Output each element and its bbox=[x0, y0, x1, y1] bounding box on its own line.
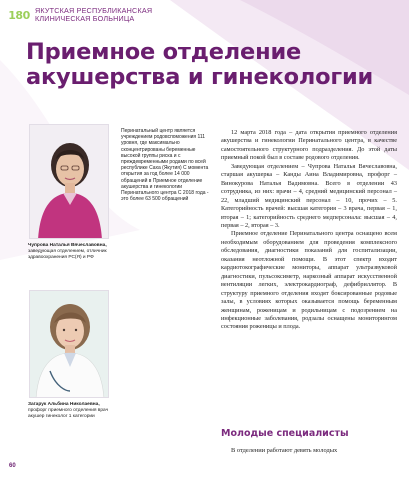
hospital-name bbox=[35, 7, 152, 24]
hospital-name-line2: КЛИНИЧЕСКАЯ БОЛЬНИЦА bbox=[35, 14, 135, 23]
page-title-line2: акушерства и гинекологии bbox=[26, 64, 374, 90]
hospital-name-line1: ЯКУТСКАЯ РЕСПУБЛИКАНСКАЯ bbox=[35, 5, 153, 15]
portrait-illustration bbox=[30, 125, 109, 239]
portrait-illustration bbox=[30, 291, 109, 398]
page-number: 60 bbox=[9, 463, 16, 469]
hospital-logo: 180 bbox=[8, 8, 30, 22]
page-title bbox=[26, 40, 373, 90]
caption-role: заведующая отделением, отличник здравоохранения РС(Я) и РФ bbox=[28, 249, 107, 260]
portrait-caption-head-of-department bbox=[28, 243, 118, 261]
portrait-photo-union-organizer bbox=[29, 290, 109, 398]
article-continuation: В отделении работают девять молодых bbox=[231, 447, 338, 454]
portrait-caption-union-organizer bbox=[28, 402, 118, 420]
portrait-photo-head-of-department bbox=[29, 124, 109, 239]
page-title-line1: Приемное отделение bbox=[26, 39, 302, 65]
caption-role: профорг приемного отделения врач акушер гинеколог 1 категории bbox=[28, 408, 109, 419]
article-paragraph: Заведующая отделением – Чупрова Наталья Вячеславовна, старшая акушерка – Канды Аина Владимировна, профорг – Винокурова Наталья Вадимовна. Всего в отделении 43 сотрудника, из них: врачи – 4, средний медицинский персонал – 22, младший медицинский персонал – 10, прочих – 5. Категорийность врачей: высшая категория – 3 врача, первая – 1, вторая – 1; категорийность среднего медперсонала: высшая – 4, первая – 2, вторая – 3. bbox=[221, 162, 397, 229]
caption-name: Чупрова Наталья Вячеславовна, bbox=[28, 243, 107, 248]
sidebar-facts bbox=[121, 128, 215, 202]
article-paragraph: 12 марта 2018 года – дата открытия приемного отделения акушерства и гинекологии Перинатального центра, в качестве самостоятельного структурного подразделения. До этой даты приемный покой был в составе родового отделения. bbox=[221, 129, 397, 162]
caption-name: Загарук Альбина Николаевна, bbox=[28, 402, 100, 407]
article-paragraph: Приемное отделение Перинатального центра оснащено всем необходимым оборудованием для проведения комплексного обследования, диагностики показаний для госпитализации, оказания неотложной помощи. В этот спектр входит кардиотокографические мониторы, аппарат ультразвуковой диагностики, пульсоксиметр, наркозный аппарат искусственной вентиляции легких, электрокардиограф, дефибриллятор. В структуру приемного отделения входят боксированные родовые залы, в условиях которых оказывается помощь беременным женщинам, роженицам и родильницам с подозрением на инфекционные заболевания, родзалы оснащены мониторингом состояния роженицы и плода. bbox=[221, 230, 397, 331]
section-subheading: Молодые специалисты bbox=[221, 428, 349, 439]
sidebar-text: Перинатальный центр является учреждением родовспоможения 111 уровня, где максимально сконцентрированы беременные высокой группы риска и с преждевременными родами по всей республике Саха (Якутия) С момента открытия за год более 14 000 обращений в Приемное отделение акушерства и гинекологии Перинатального центра С 2018 года - это более 63 500 обращений bbox=[121, 128, 209, 203]
header bbox=[8, 6, 152, 24]
article-body bbox=[221, 129, 397, 332]
